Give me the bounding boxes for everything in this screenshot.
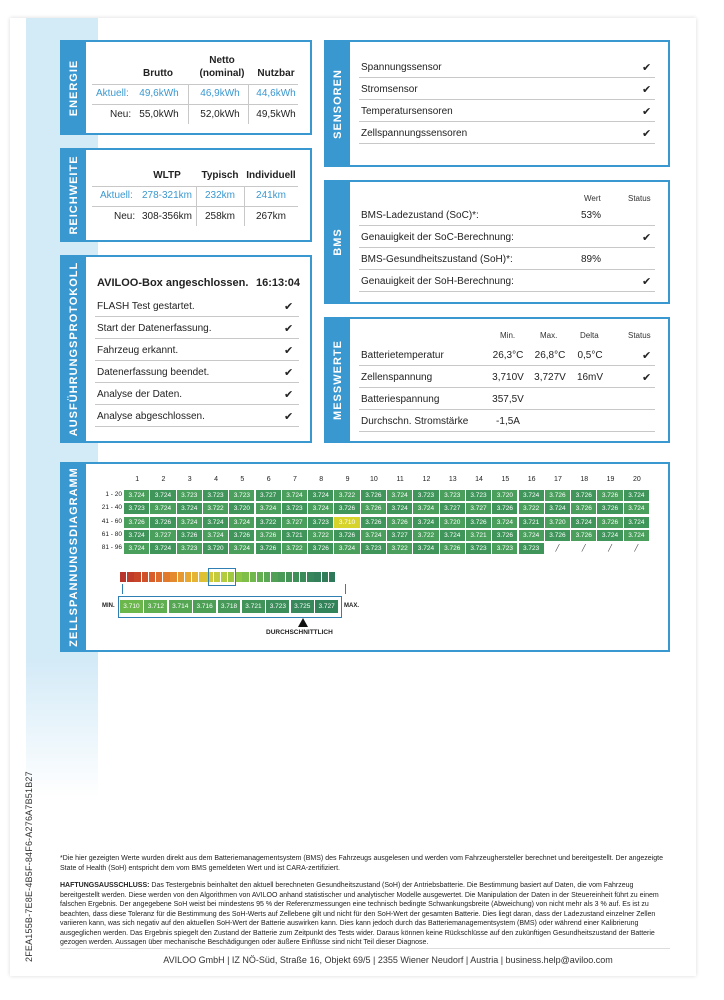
voltage-cell: 3.726 [466, 517, 491, 528]
reichweite-header-individuell: Individuell [246, 170, 296, 181]
gradient-segment [192, 572, 198, 582]
gradient-segment [134, 572, 140, 582]
scale-cell: 3.721 [242, 600, 265, 613]
diagramm-panel [60, 462, 670, 652]
gradient-segment [271, 572, 277, 582]
footnote: *Die hier gezeigten Werte wurden direkt aus dem Batteriemanagementsystem (BMS) des Fahrzeugs ausgelesen und werden vom Fahrzeughersteller berechnet und bereitgestellt. Der angezeigte State of Health (SoH) entspricht dem vom BMS gemeldeten Wert und ist CARA-zertifiziert. [60, 855, 663, 872]
voltage-cell: 3.723 [177, 490, 202, 501]
disclaimer [60, 881, 670, 948]
voltage-cell: 3.724 [624, 503, 649, 514]
gradient-segment [264, 572, 270, 582]
voltage-cell: 3.724 [150, 490, 175, 501]
bms-panel [324, 180, 670, 304]
grid-col-header: 4 [214, 476, 218, 483]
messwerte-row-max: 26,8°C [534, 350, 566, 361]
gradient-segment [235, 572, 241, 582]
gradient-segment [127, 572, 133, 582]
check-icon: ✔ [642, 128, 652, 140]
reichweite-aktuell-individuell: 241km [255, 190, 286, 201]
scale-cell: 3.710 [120, 600, 143, 613]
scale-cell: 3.718 [218, 600, 241, 613]
energie-header-brutto: Brutto [143, 68, 173, 79]
voltage-cell: 3.724 [229, 543, 254, 554]
check-icon: ✔ [642, 106, 652, 118]
check-icon: ✔ [642, 372, 652, 384]
voltage-cell: 3.726 [440, 543, 465, 554]
scale-cell: 3.714 [169, 600, 192, 613]
notes [60, 854, 670, 948]
check-icon: ✔ [284, 301, 294, 313]
footer: AVILOO GmbH | IZ NÖ-Süd, Straße 16, Objekt 69/5 | 2355 Wiener Neudorf | Austria | business.help@aviloo.com [163, 955, 613, 965]
grid-row-label: 1 - 20 [105, 491, 122, 498]
energie-row-aktuell-label: Aktuell: [96, 88, 129, 99]
average-marker-icon [298, 618, 308, 627]
gradient-segment [307, 572, 313, 582]
voltage-cell: 3.724 [308, 490, 333, 501]
grid-row-label: 81 - 96 [101, 544, 122, 552]
scale-cell: 3.723 [266, 600, 289, 613]
voltage-cell: 3.721 [519, 517, 544, 528]
voltage-cell: 3.722 [256, 517, 281, 528]
voltage-cell: 3.710 [334, 517, 359, 528]
sensor-item: Temperatursensoren [361, 106, 453, 117]
voltage-cell: 3.724 [387, 490, 412, 501]
divider [359, 247, 655, 248]
divider [359, 431, 655, 432]
voltage-cell: 3.723 [124, 503, 149, 514]
gradient-segment [286, 572, 292, 582]
messwerte-row-max: 3,727V [534, 372, 566, 383]
voltage-cell: 3.722 [203, 503, 228, 514]
divider [359, 269, 655, 270]
voltage-cell: 3.724 [282, 490, 307, 501]
gradient-segment [322, 572, 328, 582]
protokoll-item: Analyse abgeschlossen. [97, 411, 205, 422]
bms-row-label: Genauigkeit der SoC-Berechnung: [361, 232, 514, 243]
bms-col-wert: Wert [584, 194, 601, 203]
check-icon: ✔ [642, 350, 652, 362]
grid-col-header: 10 [369, 476, 378, 483]
reichweite-aktuell-typisch: 232km [204, 190, 235, 201]
grid-col-header: 12 [422, 476, 431, 483]
energie-aktuell-nutzbar: 44,6kWh [256, 88, 296, 99]
reichweite-aktuell-wltp: 278-321km [141, 190, 193, 201]
voltage-cell: 3.723 [229, 490, 254, 501]
grid-col-header: 14 [475, 476, 483, 483]
energie-aktuell-netto: 46,9kWh [200, 88, 240, 99]
sensor-item: Zellspannungssensoren [361, 128, 468, 139]
messwerte-row-label: Batteriespannung [361, 394, 440, 405]
empty-cell: ╱ [608, 545, 612, 553]
reichweite-header-typisch: Typisch [201, 170, 239, 181]
energie-row-neu-label: Neu: [110, 109, 132, 120]
reichweite-panel [60, 148, 312, 242]
grid-col-header: 11 [396, 476, 404, 483]
gradient-segment [278, 572, 284, 582]
footer-divider [60, 948, 670, 949]
voltage-cell: 3.724 [492, 517, 517, 528]
reichweite-header-wltp: WLTP [153, 170, 181, 181]
voltage-cell: 3.726 [124, 517, 149, 528]
protokoll-item: Fahrzeug erkannt. [97, 345, 179, 356]
voltage-cell: 3.726 [256, 530, 281, 541]
voltage-cell: 3.724 [545, 503, 570, 514]
grid-col-header: 1 [135, 476, 140, 483]
protokoll-item: Analyse der Daten. [97, 389, 183, 400]
gradient-segment [242, 572, 248, 582]
voltage-cell: 3.724 [624, 490, 649, 501]
voltage-cell: 3.724 [177, 517, 202, 528]
voltage-cell: 3.726 [308, 543, 333, 554]
voltage-cell: 3.726 [361, 503, 386, 514]
divider [359, 387, 655, 388]
voltage-cell: 3.724 [624, 517, 649, 528]
voltage-cell: 3.724 [597, 530, 622, 541]
reichweite-row-aktuell-label: Aktuell: [100, 190, 133, 201]
voltage-cell: 3.723 [308, 517, 333, 528]
protokoll-time: 16:13:04 [256, 277, 301, 289]
voltage-cell: 3.724 [413, 543, 438, 554]
divider [359, 77, 655, 78]
messwerte-row-min: 357,5V [492, 394, 524, 405]
voltage-cell: 3.724 [124, 490, 149, 501]
grid-col-header: 5 [240, 476, 245, 483]
voltage-cell: 3.724 [413, 503, 438, 514]
voltage-cell: 3.721 [282, 530, 307, 541]
scale-cell: 3.725 [291, 600, 314, 613]
voltage-cell: 3.724 [519, 530, 544, 541]
voltage-cell: 3.723 [413, 490, 438, 501]
bms-row-value: 89% [580, 254, 601, 265]
voltage-cell: 3.726 [334, 503, 359, 514]
empty-cell: ╱ [634, 545, 639, 553]
grid-col-header: 3 [187, 476, 192, 483]
gradient-segment [300, 572, 306, 582]
voltage-cell: 3.720 [492, 490, 517, 501]
protokoll-item: Datenerfassung beendet. [97, 367, 210, 378]
messwerte-row-min: 26,3°C [492, 350, 524, 361]
gradient-segment [178, 572, 184, 582]
reichweite-neu-typisch: 258km [204, 211, 235, 222]
reichweite-title: REICHWEITE [68, 155, 80, 235]
voltage-cell: 3.726 [150, 517, 175, 528]
grid-row-label: 61 - 80 [101, 530, 122, 538]
messwerte-row-delta: 16mV [576, 372, 604, 383]
gradient-segment [293, 572, 299, 582]
voltage-cell: 3.723 [519, 543, 544, 554]
voltage-cell: 3.722 [334, 490, 359, 501]
messwerte-row-min: -1,5A [496, 416, 520, 427]
voltage-cell: 3.724 [203, 517, 228, 528]
voltage-cell: 3.724 [203, 530, 228, 541]
voltage-cell: 3.726 [387, 517, 412, 528]
energie-neu-netto: 52,0kWh [200, 109, 240, 120]
voltage-cell: 3.721 [466, 530, 491, 541]
voltage-cell: 3.726 [361, 490, 386, 501]
sensoren-title: SENSOREN [332, 68, 344, 139]
voltage-cell: 3.726 [545, 530, 570, 541]
scale-cell: 3.712 [144, 600, 167, 613]
energie-aktuell-brutto: 49,6kWh [139, 88, 179, 99]
voltage-cell: 3.723 [466, 543, 491, 554]
check-icon: ✔ [642, 84, 652, 96]
divider [359, 121, 655, 122]
voltage-cell: 3.726 [545, 490, 570, 501]
protokoll-item: FLASH Test gestartet. [97, 301, 195, 312]
gradient-segment [199, 572, 205, 582]
voltage-cell: 3.726 [597, 490, 622, 501]
divider [95, 316, 299, 317]
gradient-segment [142, 572, 148, 582]
grid-col-header: 15 [501, 476, 510, 483]
grid-row-label: 41 - 60 [101, 517, 122, 525]
check-icon: ✔ [284, 367, 294, 379]
voltage-cell: 3.726 [256, 543, 281, 554]
voltage-cell: 3.724 [334, 543, 359, 554]
gradient-segment [185, 572, 191, 582]
messwerte-col-status: Status [628, 331, 651, 340]
voltage-cell: 3.723 [440, 490, 465, 501]
grid-col-header: 6 [266, 476, 271, 483]
voltage-cell: 3.727 [387, 530, 412, 541]
voltage-cell: 3.720 [545, 517, 570, 528]
bms-row-value: 53% [580, 210, 601, 221]
grid-col-header: 16 [527, 476, 536, 483]
voltage-cell: 3.724 [124, 543, 149, 554]
messwerte-col-max: Max. [540, 331, 558, 340]
voltage-cell: 3.727 [440, 503, 465, 514]
bms-row-label: Genauigkeit der SoH-Berechnung: [361, 276, 514, 287]
diagramm-title: ZELLSPANNUNGSDIAGRAMM [68, 467, 80, 647]
divider [359, 291, 655, 292]
voltage-cell: 3.724 [308, 503, 333, 514]
voltage-cell: 3.722 [308, 530, 333, 541]
reichweite-row-neu-label: Neu: [114, 211, 136, 222]
check-icon: ✔ [642, 62, 652, 74]
grid-col-header: 17 [554, 476, 562, 483]
empty-cell: ╱ [581, 545, 586, 553]
bms-col-status: Status [628, 194, 651, 203]
check-icon: ✔ [284, 345, 294, 357]
grid-col-header: 13 [448, 476, 457, 483]
gradient-segment [257, 572, 263, 582]
energie-header-nutzbar: Nutzbar [257, 68, 295, 79]
voltage-cell: 3.724 [361, 530, 386, 541]
voltage-cell: 3.726 [492, 530, 517, 541]
voltage-cell: 3.724 [413, 517, 438, 528]
sensoren-panel [324, 40, 670, 167]
voltage-cell: 3.723 [466, 490, 491, 501]
voltage-cell: 3.723 [177, 543, 202, 554]
check-icon: ✔ [642, 276, 652, 288]
voltage-cell: 3.726 [571, 530, 596, 541]
messwerte-row-delta: 0,5°C [577, 350, 603, 361]
energie-header-netto: Netto (nominal) [199, 55, 245, 79]
left-band-fade [26, 658, 98, 798]
energie-neu-brutto: 55,0kWh [139, 109, 179, 120]
voltage-cell: 3.724 [124, 530, 149, 541]
voltage-cell: 3.724 [571, 517, 596, 528]
voltage-cell: 3.727 [282, 517, 307, 528]
gradient-segment [163, 572, 169, 582]
gradient-segment [156, 572, 162, 582]
divider [95, 338, 299, 339]
voltage-cell: 3.720 [229, 503, 254, 514]
divider [95, 426, 299, 427]
voltage-cell: 3.726 [571, 503, 596, 514]
voltage-cell: 3.726 [229, 530, 254, 541]
disclaimer-text: Das Testergebnis beinhaltet den aktuell berechneten Gesundheitszustand (SoH) der Antriebsbatterie. Die Bestimmung basiert auf Daten, die vom Fahrzeug bereitgestellt werden. Diese werden von den Algorithmen von AVILOO anhand statistischer und analytischer Modelle ausgewertet. Die Manipulation der Daten in der Steuereinheit führt zu einem falschen Ergebnis. Der angegebene SoH weist bei mindestens 95 % der Referenzmessungen eine technisch bedingte Schwankungsbreite (Abweichung) von nicht mehr als 3 % auf. Es ist zu beachten, dass diese Toleranz für die Bestimmung des SoH-Werts auf Zellebene gilt und nicht für den SoH-Wert der gesamten Batterie. Dies liegt daran, dass der Ladezustand einzelner Zellen variieren kann, was sich negativ auf den aktuellen SoH-Wert der Batterie auswirken kann. Dies kann jedoch durch das Batteriemanagementsystem (BMS) oder während einer Kalibrierung ausgeglichen werden. Das Ergebnis spiegelt den Zustand der Batterie zum Zeitpunkt des Tests wider. Daraus können keine Rückschlüsse auf den zukünftigen Gesundheitszustand der Batterie gezogen werden. Aussagen über mechanische Beschädigungen oder äußere Einflüsse sind nicht Teil dieser Diagnose. [60, 882, 659, 946]
grid-col-header: 9 [345, 476, 350, 483]
voltage-cell: 3.724 [229, 517, 254, 528]
protokoll-item: Start der Datenerfassung. [97, 323, 212, 334]
average-label: DURCHSCHNITTLICH [266, 629, 333, 636]
voltage-cell: 3.724 [150, 503, 175, 514]
grid-col-header: 7 [292, 476, 297, 483]
messwerte-row-label: Batterietemperatur [361, 350, 444, 361]
messwerte-row-label: Zellenspannung [361, 372, 433, 383]
voltage-cell: 3.724 [387, 503, 412, 514]
voltage-cell: 3.727 [466, 503, 491, 514]
protokoll-title: AUSFÜHRUNGSPROTOKOLL [68, 261, 80, 437]
voltage-cell: 3.726 [334, 530, 359, 541]
scale-min-label: MIN. [102, 603, 115, 609]
voltage-cell: 3.722 [413, 530, 438, 541]
bms-row-label: BMS-Ladezustand (SoC)*: [361, 210, 479, 221]
divider [95, 382, 299, 383]
grid-col-header: 20 [632, 476, 641, 483]
divider [95, 360, 299, 361]
voltage-cell: 3.720 [203, 543, 228, 554]
gradient-segment [314, 572, 320, 582]
zoom-guides [122, 584, 346, 594]
voltage-cell: 3.722 [282, 543, 307, 554]
voltage-cell: 3.726 [177, 530, 202, 541]
voltage-cell: 3.726 [361, 517, 386, 528]
grid-col-header: 18 [580, 476, 589, 483]
check-icon: ✔ [284, 323, 294, 335]
gradient-segment [329, 572, 335, 582]
bms-title: BMS [332, 228, 344, 256]
protokoll-panel [60, 255, 312, 443]
check-icon: ✔ [642, 232, 652, 244]
messwerte-panel [324, 317, 670, 443]
voltage-cell: 3.724 [150, 543, 175, 554]
voltage-cell: 3.720 [440, 517, 465, 528]
voltage-cell: 3.727 [256, 490, 281, 501]
empty-cell: ╱ [555, 545, 560, 553]
messwerte-row-min: 3,710V [492, 372, 524, 383]
grid-col-header: 8 [319, 476, 324, 483]
divider [359, 225, 655, 226]
voltage-cell: 3.724 [440, 530, 465, 541]
energie-panel [60, 40, 312, 135]
reichweite-neu-individuell: 267km [255, 211, 286, 222]
voltage-cell: 3.722 [387, 543, 412, 554]
voltage-cell: 3.723 [492, 543, 517, 554]
voltage-cell: 3.724 [519, 490, 544, 501]
divider [359, 365, 655, 366]
divider [359, 99, 655, 100]
bms-row-label: BMS-Gesundheitszustand (SoH)*: [361, 254, 513, 265]
divider [359, 143, 655, 144]
voltage-cell: 3.724 [256, 503, 281, 514]
voltage-cell: 3.724 [177, 503, 202, 514]
divider [359, 409, 655, 410]
voltage-cell: 3.723 [203, 490, 228, 501]
voltage-cell: 3.727 [150, 530, 175, 541]
scale-max-label: MAX. [344, 603, 359, 609]
voltage-cell: 3.723 [282, 503, 307, 514]
sensor-item: Stromsensor [361, 84, 418, 95]
voltage-cell: 3.726 [597, 517, 622, 528]
messwerte-title: MESSWERTE [332, 340, 344, 420]
scale-cell: 3.716 [193, 600, 216, 613]
check-icon: ✔ [284, 389, 294, 401]
energie-title: ENERGIE [68, 59, 80, 116]
reichweite-neu-wltp: 308-356km [141, 211, 193, 222]
messwerte-col-delta: Delta [580, 331, 599, 340]
grid-col-header: 19 [606, 476, 615, 483]
voltage-cell: 3.726 [597, 503, 622, 514]
voltage-cell: 3.726 [571, 490, 596, 501]
protokoll-heading: AVILOO-Box angeschlossen. [97, 277, 249, 289]
grid-row-label: 21 - 40 [101, 504, 122, 512]
disclaimer-title: HAFTUNGSAUSSCHLUSS: [60, 882, 150, 889]
energie-neu-nutzbar: 49,5kWh [256, 109, 296, 120]
messwerte-row-label: Durchschn. Stromstärke [361, 416, 469, 427]
voltage-cell: 3.723 [361, 543, 386, 554]
document-id: 2FEA155B-7E8E-4B5F-84F6-A276A7B51B27 [24, 771, 34, 962]
messwerte-col-min: Min. [500, 331, 516, 340]
divider [95, 404, 299, 405]
scale-cell: 3.727 [315, 600, 338, 613]
gradient-segment [250, 572, 256, 582]
gradient-segment [170, 572, 176, 582]
voltage-cell: 3.726 [492, 503, 517, 514]
sensor-item: Spannungssensor [361, 62, 442, 73]
check-icon: ✔ [284, 411, 294, 423]
gradient-segment [149, 572, 155, 582]
voltage-cell: 3.724 [624, 530, 649, 541]
grid-col-header: 2 [161, 476, 166, 483]
voltage-cell: 3.722 [519, 503, 544, 514]
gradient-segment [120, 572, 126, 582]
